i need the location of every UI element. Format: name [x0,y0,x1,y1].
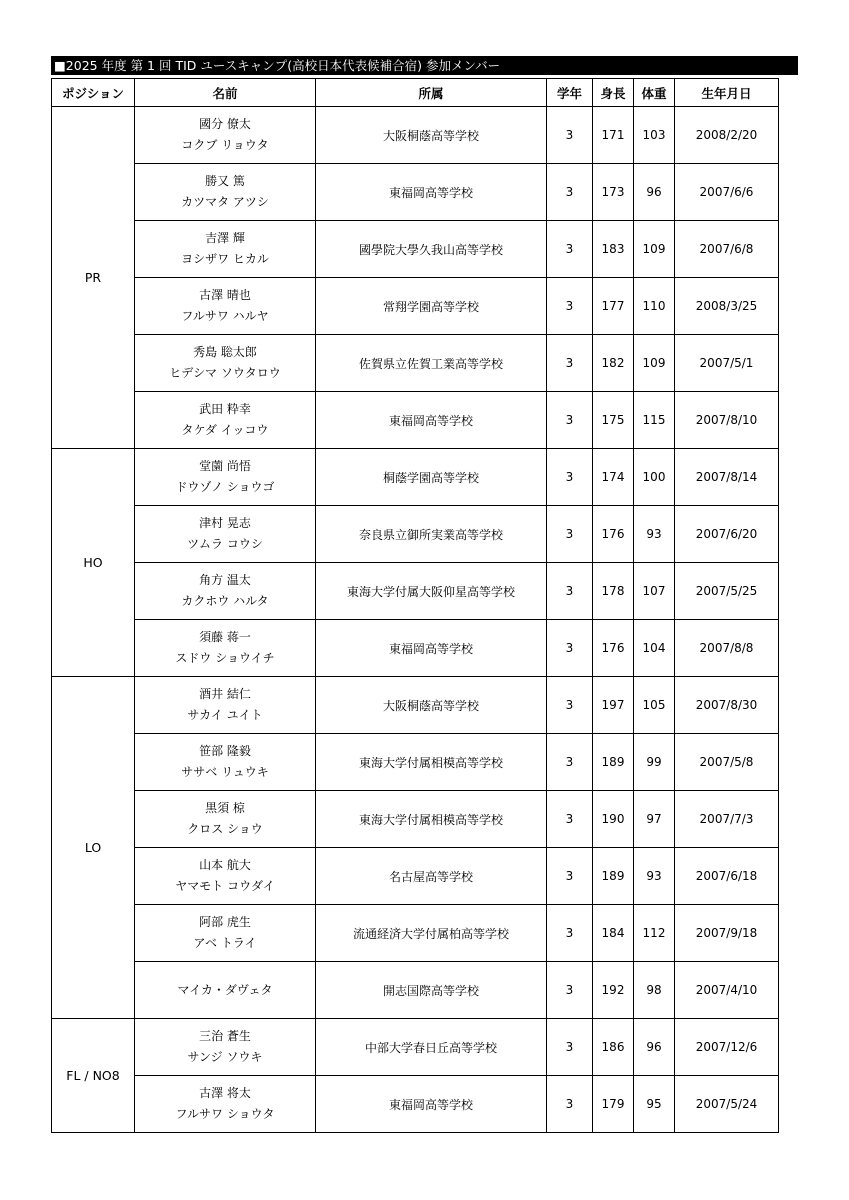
name-cell [135,962,316,1019]
height-cell: 175 [593,392,634,449]
player-name-kana: コクブ リョウタ [181,138,269,152]
birthdate-cell: 2007/9/18 [675,905,779,962]
grade-cell: 3 [547,107,593,164]
grade-cell: 3 [547,848,593,905]
player-name: 國分 僚太 [199,117,251,131]
player-name: 三治 蒼生 [199,1029,251,1043]
table-row [52,335,779,392]
grade-cell: 3 [547,506,593,563]
player-name-kana: フルサワ ショウタ [175,1107,275,1121]
school-cell: 佐賀県立佐賀工業高等学校 [316,335,547,392]
header-name: 名前 [135,79,316,107]
table-row [52,620,779,677]
player-name: 須藤 蒋一 [199,630,251,644]
player-name: 古澤 将太 [199,1086,251,1100]
birthdate-cell: 2007/5/25 [675,563,779,620]
name-cell [135,392,316,449]
grade-cell: 3 [547,392,593,449]
school-cell: 國學院大學久我山高等学校 [316,221,547,278]
player-name-kana: サンジ ソウキ [187,1050,263,1064]
weight-cell: 105 [634,677,675,734]
height-cell: 176 [593,506,634,563]
table-row [52,677,779,734]
weight-cell: 104 [634,620,675,677]
birthdate-cell: 2008/3/25 [675,278,779,335]
birthdate-cell: 2007/4/10 [675,962,779,1019]
player-name-kana: カツマタ アツシ [181,195,269,209]
grade-cell: 3 [547,563,593,620]
grade-cell: 3 [547,164,593,221]
birthdate-cell: 2007/8/30 [675,677,779,734]
name-cell [135,848,316,905]
player-name-kana: ヨシザワ ヒカル [181,252,269,266]
grade-cell: 3 [547,449,593,506]
grade-cell: 3 [547,620,593,677]
position-cell: HO [52,449,135,677]
weight-cell: 109 [634,335,675,392]
header-school: 所属 [316,79,547,107]
weight-cell: 110 [634,278,675,335]
birthdate-cell: 2007/12/6 [675,1019,779,1076]
height-cell: 186 [593,1019,634,1076]
player-name-kana: カクホウ ハルタ [181,594,269,608]
school-cell: 大阪桐蔭高等学校 [316,677,547,734]
table-row [52,1076,779,1133]
player-name-kana: ドウゾノ ショウゴ [175,480,275,494]
height-cell: 189 [593,734,634,791]
table-row [52,278,779,335]
height-cell: 179 [593,1076,634,1133]
height-cell: 184 [593,905,634,962]
player-name-kana: フルサワ ハルヤ [181,309,269,323]
player-name: 秀島 聡太郎 [193,345,257,359]
player-name: 酒井 結仁 [199,687,251,701]
table-row [52,563,779,620]
table-row [52,164,779,221]
birthdate-cell: 2007/5/1 [675,335,779,392]
school-cell: 名古屋高等学校 [316,848,547,905]
grade-cell: 3 [547,1019,593,1076]
name-cell [135,506,316,563]
player-name-kana: タケダ イッコウ [181,423,269,437]
table-row [52,449,779,506]
name-cell [135,734,316,791]
grade-cell: 3 [547,278,593,335]
position-cell: LO [52,677,135,1019]
name-cell [135,449,316,506]
table-row [52,506,779,563]
player-name: 阿部 虎生 [199,915,251,929]
school-cell: 東福岡高等学校 [316,164,547,221]
player-name-kana: スドウ ショウイチ [175,651,275,665]
school-cell: 東福岡高等学校 [316,392,547,449]
height-cell: 190 [593,791,634,848]
weight-cell: 109 [634,221,675,278]
grade-cell: 3 [547,335,593,392]
birthdate-cell: 2007/8/8 [675,620,779,677]
player-name: 吉澤 輝 [205,231,245,245]
player-name-kana: サカイ ユイト [187,708,263,722]
birthdate-cell: 2007/6/8 [675,221,779,278]
name-cell [135,677,316,734]
grade-cell: 3 [547,221,593,278]
table-row [52,848,779,905]
weight-cell: 96 [634,1019,675,1076]
height-cell: 176 [593,620,634,677]
height-cell: 174 [593,449,634,506]
header-weight: 体重 [634,79,675,107]
school-cell: 東海大学付属相模高等学校 [316,791,547,848]
table-row [52,962,779,1019]
member-table [51,78,779,1133]
position-cell: FL / NO8 [52,1019,135,1133]
header-row [52,79,779,107]
player-name: 角方 温太 [199,573,251,587]
player-name: 津村 晃志 [199,516,251,530]
header-grade: 学年 [547,79,593,107]
player-name-kana: アベ トライ [193,936,257,950]
weight-cell: 112 [634,905,675,962]
name-cell [135,221,316,278]
player-name: 武田 粋幸 [199,402,251,416]
school-cell: 東海大学付属大阪仰星高等学校 [316,563,547,620]
weight-cell: 96 [634,164,675,221]
weight-cell: 107 [634,563,675,620]
grade-cell: 3 [547,905,593,962]
school-cell: 開志国際高等学校 [316,962,547,1019]
name-cell [135,107,316,164]
birthdate-cell: 2007/6/18 [675,848,779,905]
weight-cell: 95 [634,1076,675,1133]
school-cell: 中部大学春日丘高等学校 [316,1019,547,1076]
name-cell [135,563,316,620]
position-cell: PR [52,107,135,449]
name-cell [135,905,316,962]
birthdate-cell: 2007/8/10 [675,392,779,449]
header-height: 身長 [593,79,634,107]
weight-cell: 93 [634,848,675,905]
table-row [52,905,779,962]
school-cell: 常翔学園高等学校 [316,278,547,335]
birthdate-cell: 2007/6/20 [675,506,779,563]
school-cell: 桐蔭学園高等学校 [316,449,547,506]
weight-cell: 93 [634,506,675,563]
name-cell [135,278,316,335]
weight-cell: 98 [634,962,675,1019]
height-cell: 173 [593,164,634,221]
grade-cell: 3 [547,677,593,734]
birthdate-cell: 2007/7/3 [675,791,779,848]
height-cell: 178 [593,563,634,620]
player-name-kana: ササベ リュウキ [181,765,269,779]
player-name: マイカ・ダヴェタ [177,982,273,997]
height-cell: 189 [593,848,634,905]
player-name: 古澤 晴也 [199,288,251,302]
name-cell [135,335,316,392]
player-name-kana: ツムラ コウシ [187,537,263,551]
grade-cell: 3 [547,1076,593,1133]
table-row [52,221,779,278]
player-name-kana: ヒデシマ ソウタロウ [169,366,281,380]
weight-cell: 99 [634,734,675,791]
table-row [52,392,779,449]
height-cell: 177 [593,278,634,335]
name-cell [135,164,316,221]
player-name: 笹部 隆毅 [199,744,251,758]
player-name: 堂薗 尚悟 [199,459,251,473]
player-name: 勝又 篤 [205,174,245,188]
name-cell [135,620,316,677]
height-cell: 183 [593,221,634,278]
name-cell [135,1019,316,1076]
school-cell: 東海大学付属相模高等学校 [316,734,547,791]
table-row [52,1019,779,1076]
birthdate-cell: 2008/2/20 [675,107,779,164]
grade-cell: 3 [547,791,593,848]
header-position: ポジション [52,79,135,107]
weight-cell: 100 [634,449,675,506]
player-name-kana: クロス ショウ [187,822,263,836]
player-name-kana: ヤマモト コウダイ [175,879,275,893]
weight-cell: 103 [634,107,675,164]
birthdate-cell: 2007/6/6 [675,164,779,221]
birthdate-cell: 2007/8/14 [675,449,779,506]
birthdate-cell: 2007/5/8 [675,734,779,791]
name-cell [135,1076,316,1133]
weight-cell: 115 [634,392,675,449]
table-row [52,107,779,164]
school-cell: 東福岡高等学校 [316,1076,547,1133]
birthdate-cell: 2007/5/24 [675,1076,779,1133]
grade-cell: 3 [547,734,593,791]
player-name: 山本 航大 [199,858,251,872]
table-body [52,107,779,1133]
header-birthdate: 生年月日 [675,79,779,107]
school-cell: 大阪桐蔭高等学校 [316,107,547,164]
height-cell: 197 [593,677,634,734]
height-cell: 171 [593,107,634,164]
height-cell: 192 [593,962,634,1019]
player-name: 黒須 椋 [205,801,245,815]
table-row [52,791,779,848]
school-cell: 流通経済大学付属柏高等学校 [316,905,547,962]
table-row [52,734,779,791]
school-cell: 東福岡高等学校 [316,620,547,677]
height-cell: 182 [593,335,634,392]
school-cell: 奈良県立御所実業高等学校 [316,506,547,563]
grade-cell: 3 [547,962,593,1019]
name-cell [135,791,316,848]
document-title: ■2025 年度 第 1 回 TID ユースキャンプ(高校日本代表候補合宿) 参加メンバー [51,56,798,75]
weight-cell: 97 [634,791,675,848]
